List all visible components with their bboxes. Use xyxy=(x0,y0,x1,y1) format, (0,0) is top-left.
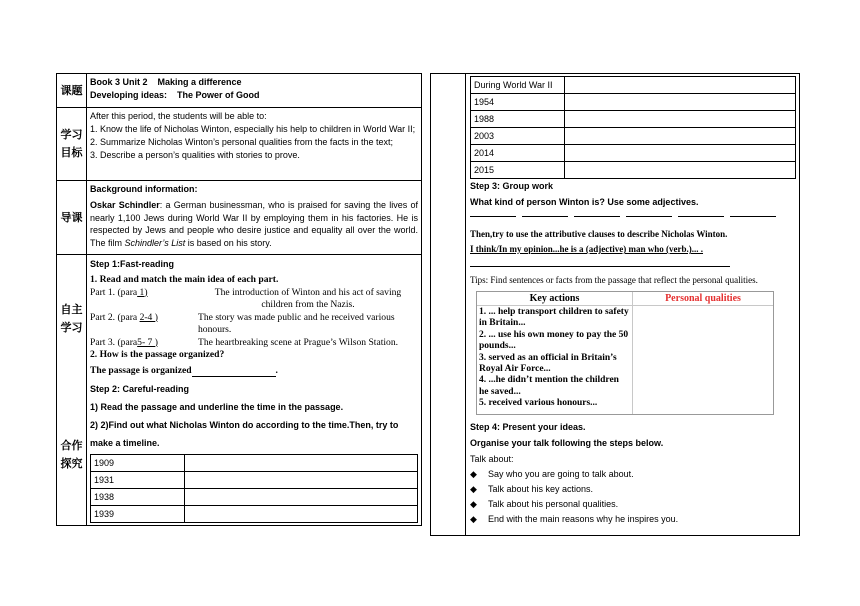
timeline-year: 1939 xyxy=(91,506,185,523)
table-row xyxy=(471,145,796,162)
diamond-icon: ◆ xyxy=(470,514,477,524)
lesson-plan-table xyxy=(56,73,422,526)
timeline-year: 1909 xyxy=(91,455,185,472)
list-item xyxy=(470,483,678,496)
part-row-1 xyxy=(90,287,418,312)
goal-item-1: 1. Know the life of Nicholas Winton, especially his help to children in World War II; xyxy=(90,124,416,134)
part-row-2 xyxy=(90,312,418,337)
table-row xyxy=(91,472,418,489)
bullet-text: Talk about his personal qualities. xyxy=(488,499,619,509)
step1-q2: 2. How is the passage organized? xyxy=(90,349,225,360)
list-item: 1. ... help transport children to safety in Britain... xyxy=(479,307,629,329)
list-item: 5. received various honours... xyxy=(479,398,598,409)
step2-q2: 2) 2)Find out what Nicholas Winton do according to the time.Then, try to xyxy=(90,420,399,430)
title-line-1: Book 3 Unit 2 Making a difference xyxy=(90,77,242,87)
step3-pattern: I think/In my opinion...he is a (adjective) man who (verb.)... . xyxy=(470,244,704,254)
organized-period: . xyxy=(275,364,278,376)
table-row xyxy=(91,489,418,506)
step4-bullets xyxy=(470,468,678,528)
timeline-year: During World War II xyxy=(471,77,565,94)
list-item xyxy=(470,468,678,481)
diamond-icon: ◆ xyxy=(470,469,477,479)
timeline-year: 1931 xyxy=(91,472,185,489)
organized-prefix: The passage is organized xyxy=(90,364,192,376)
background-text xyxy=(90,199,418,250)
pattern-answer-line[interactable] xyxy=(470,266,730,267)
goals-intro: After this period, the students will be able to: xyxy=(90,111,267,121)
table-row xyxy=(471,128,796,145)
step4-heading: Step 4: Present your ideas. xyxy=(470,422,586,432)
key-actions-list xyxy=(477,306,633,414)
header-personal-qualities: Personal qualities xyxy=(665,293,741,304)
timeline-table-right xyxy=(470,76,796,179)
adjective-blank[interactable] xyxy=(626,206,672,217)
bullet-text: Say who you are going to talk about. xyxy=(488,469,634,479)
diamond-icon: ◆ xyxy=(470,499,477,509)
timeline-year: 1954 xyxy=(471,94,565,111)
qualities-header xyxy=(477,292,773,306)
organized-blank[interactable] xyxy=(192,366,276,377)
part3-label: Part 3. (para xyxy=(90,336,138,348)
goals-cell xyxy=(87,108,422,181)
qualities-table xyxy=(476,291,774,415)
lesson-title xyxy=(87,74,422,108)
background-heading: Background information: xyxy=(90,184,198,194)
adjective-blank[interactable] xyxy=(730,206,776,217)
step1-heading: Step 1:Fast-reading xyxy=(90,259,175,269)
step3-tips: Tips: Find sentences or facts from the passage that reflect the personal qualities. xyxy=(470,275,758,285)
part-row-3 xyxy=(90,337,418,350)
label-self-coop xyxy=(57,255,87,526)
step1-task: 1. Read and match the main idea of each part. xyxy=(90,274,279,285)
table-row xyxy=(471,77,796,94)
step2-q2b: make a timeline. xyxy=(90,438,160,448)
label-topic: 课题 xyxy=(57,74,87,108)
table-row xyxy=(471,94,796,111)
timeline-answer[interactable] xyxy=(185,489,418,506)
bullet-text: End with the main reasons why he inspires you. xyxy=(488,514,679,524)
step2-q1: 1) Read the passage and underline the time in the passage. xyxy=(90,402,344,412)
step4-talk: Talk about: xyxy=(470,454,514,464)
list-item xyxy=(470,498,678,511)
timeline-answer[interactable] xyxy=(565,77,796,94)
list-item: 4. ...he didn’t mention the children he saved... xyxy=(479,375,619,397)
timeline-answer[interactable] xyxy=(565,128,796,145)
organized-line xyxy=(90,365,418,378)
part3-idea: The heartbreaking scene at Prague’s Wilson Station. xyxy=(198,336,399,348)
timeline-year: 2003 xyxy=(471,128,565,145)
part1-range: 1) xyxy=(137,286,148,298)
part1-idea: The introduction of Winton and his act of saving children from the Nazis. xyxy=(214,286,402,310)
bullet-text: Talk about his key actions. xyxy=(488,484,594,494)
title-line-2: Developing ideas: The Power of Good xyxy=(90,90,260,100)
label-coop: 合作探究 xyxy=(60,439,83,470)
part1-label: Part 1. (para xyxy=(90,286,138,298)
list-item xyxy=(470,513,678,526)
list-item: 3. served as an official in Britain’s Royal Air Force... xyxy=(479,352,617,375)
part2-range: 2-4 ) xyxy=(139,311,158,323)
table-row xyxy=(471,162,796,179)
goal-item-3: 3. Describe a person’s qualities with stories to prove. xyxy=(90,150,300,160)
list-item: 2. ... use his own money to pay the 50 pounds... xyxy=(479,329,629,352)
step3-heading: Step 3: Group work xyxy=(470,181,554,191)
timeline-answer[interactable] xyxy=(565,94,796,111)
label-goals-text: 学习目标 xyxy=(60,128,83,159)
adjective-blank[interactable] xyxy=(470,206,516,217)
header-key-actions: Key actions xyxy=(477,292,633,305)
adjective-blank[interactable] xyxy=(678,206,724,217)
background-text-2: is based on his story. xyxy=(185,238,272,249)
personal-qualities-answer[interactable] xyxy=(633,306,773,414)
timeline-answer[interactable] xyxy=(185,455,418,472)
timeline-year: 1938 xyxy=(91,489,185,506)
timeline-answer[interactable] xyxy=(185,472,418,489)
timeline-answer[interactable] xyxy=(565,162,796,179)
label-guide: 导课 xyxy=(57,181,87,255)
adjective-blank[interactable] xyxy=(574,206,620,217)
diamond-icon: ◆ xyxy=(470,484,477,494)
part2-idea: The story was made public and he received various honours. xyxy=(198,311,395,335)
timeline-year: 1988 xyxy=(471,111,565,128)
qualities-body xyxy=(477,306,773,414)
part2-label: Part 2. (para xyxy=(90,311,140,323)
steps-cell xyxy=(87,255,422,526)
background-name: Oskar Schindler xyxy=(90,199,160,210)
timeline-year: 2015 xyxy=(471,162,565,179)
adjective-blanks xyxy=(470,206,776,217)
part3-range: 5- 7 ) xyxy=(137,336,158,348)
adjective-blank[interactable] xyxy=(522,206,568,217)
goal-item-2: 2. Summarize Nicholas Winton’s personal qualities from the facts in the text; xyxy=(90,137,393,147)
step3-question: What kind of person Winton is? Use some adjectives. xyxy=(470,197,699,207)
timeline-answer[interactable] xyxy=(185,506,418,523)
timeline-answer[interactable] xyxy=(565,111,796,128)
table-row xyxy=(91,506,418,523)
step4-organise: Organise your talk following the steps below. xyxy=(470,438,664,448)
timeline-answer[interactable] xyxy=(565,145,796,162)
step2-heading: Step 2: Careful-reading xyxy=(90,384,190,394)
table-row xyxy=(91,455,418,472)
timeline-year: 2014 xyxy=(471,145,565,162)
background-cell xyxy=(87,181,422,255)
right-label-column xyxy=(430,73,466,536)
label-self-study: 自主学习 xyxy=(60,303,83,334)
table-row xyxy=(471,111,796,128)
step3-attributive: Then,try to use the attributive clauses to describe Nicholas Winton. xyxy=(470,229,728,239)
timeline-table-left xyxy=(90,454,418,523)
background-film: Schindler’s List xyxy=(124,238,186,249)
label-goals xyxy=(57,108,87,181)
background-text-1: : a German businessman, who is praised for saving the lives of nearly 1,100 Jews during World War II by employing them in his factories. He is respected by Jews and people who desire justice and equality all over the world. The film xyxy=(90,199,419,249)
